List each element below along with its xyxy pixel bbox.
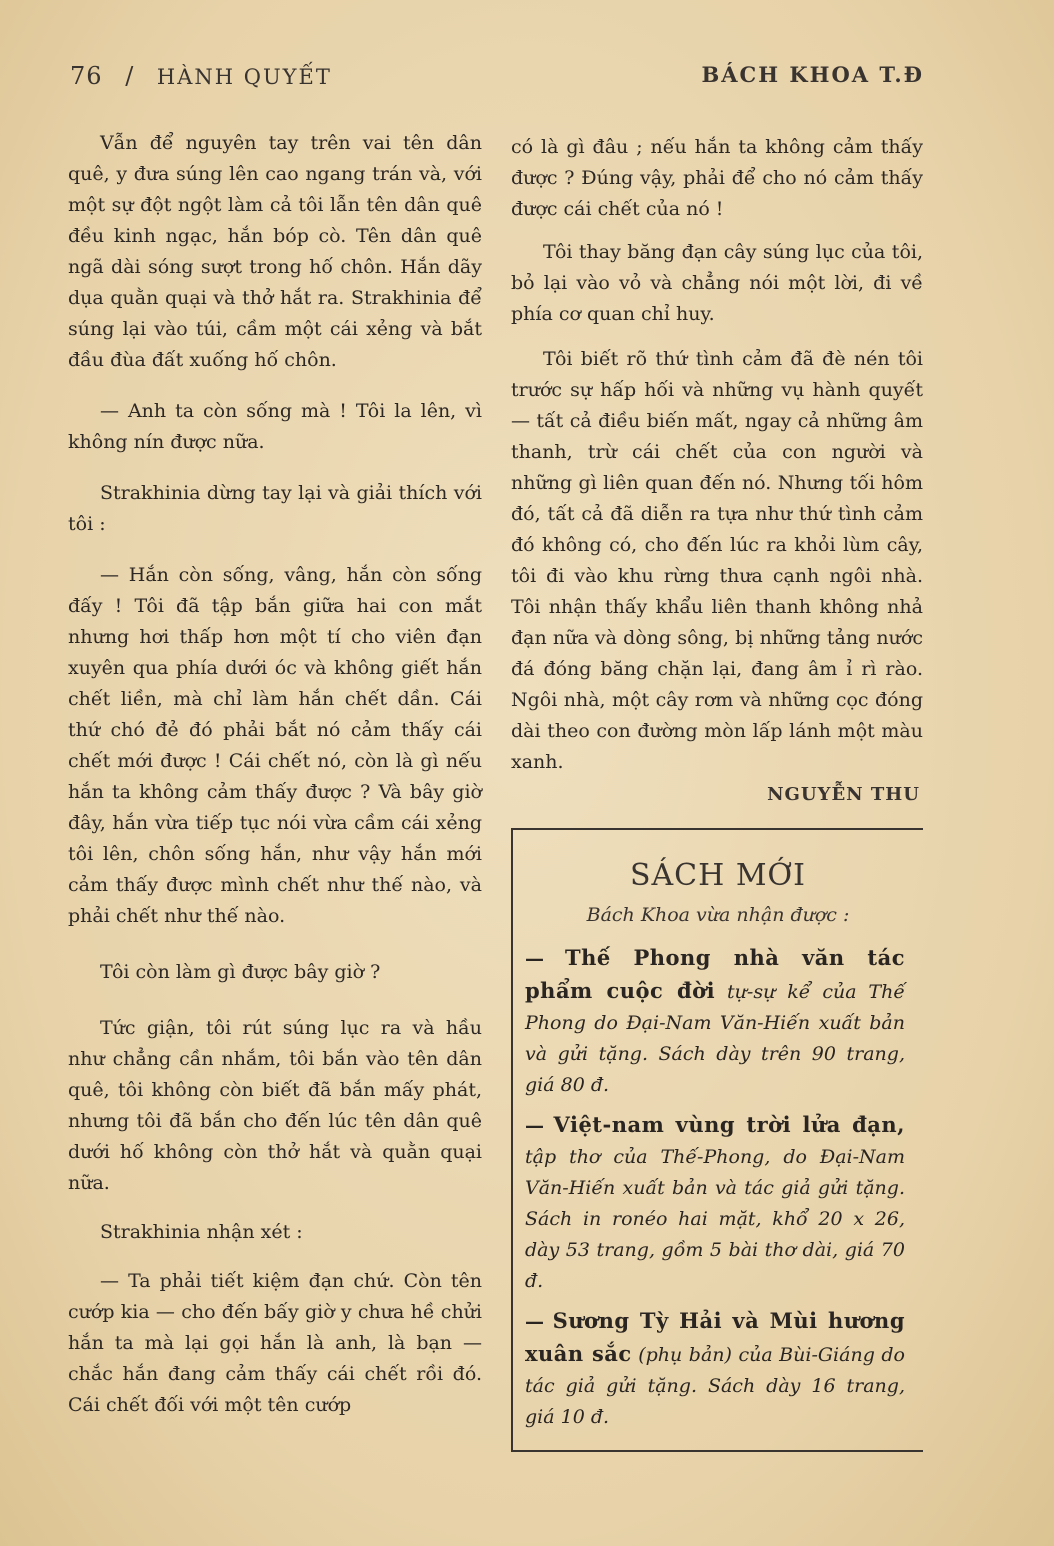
book-entry [525,1109,905,1297]
left-column [68,128,482,1421]
book-description: (phụ bản) của Bùi-Giáng do tác giả gửi tặng. Sách dày 16 trang, giá 10 đ. [525,1344,905,1428]
book-entry [525,1305,905,1433]
entry-dash: — [525,1115,544,1137]
paragraph: Strakhinia nhận xét : [100,1221,303,1243]
page-number: 76 [70,62,103,90]
paragraph: Tức giận, tôi rút súng lục ra và hầu như chẳng cần nhắm, tôi bắn vào tên dân quê, tôi không còn biết đã bắn mấy phát, nhưng tôi đã bắn cho đến lúc tên dân quê dưới hố không còn thở hắt và quằn quại nữa. [68,1017,482,1194]
right-column [511,132,923,788]
book-title: Sương Tỳ Hải và Mùi hương xuân sắc [525,1308,905,1366]
article-title: HÀNH QUYẾT [156,65,332,89]
new-books-list [525,942,905,1441]
paragraph: Tôi biết rõ thứ tình cảm đã đè nén tôi trước sự hấp hối và những vụ hành quyết — tất cả điều biến mất, ngay cả những âm thanh, trừ cái chết của con người và những gì liên quan đến nó. Nhưng tối hôm đó, tất cả đã diễn ra tựa như thứ tình cảm đó không có, cho đến lúc ra khỏi lùm cây, tôi đi vào khu rừng thưa cạnh ngôi nhà. Tôi nhận thấy khẩu liên thanh không nhả đạn nữa và dòng sông, bị những tảng nước đá đóng băng chặn lại, đang âm ỉ rì rào. Ngôi nhà, một cây rơm và những cọc đóng dài theo con đường mòn lấp lánh một màu xanh. [511,348,923,773]
new-books-title: SÁCH MỚI [629,858,807,893]
paragraph: Vẫn để nguyên tay trên vai tên dân quê, y đưa súng lên cao ngang trán và, với một sự đột ngột làm cả tôi lẫn tên dân quê đều kinh ngạc, hắn bóp cò. Tên dân quê ngã dài sóng sượt trong hố chôn. Hắn dãy dụa quằn quại và thở hắt ra. Strakhinia để súng lại vào túi, cầm một cái xẻng và bắt đầu đùa đất xuống hố chôn. [68,132,482,371]
book-description: tự-sự kể của Thế Phong do Đại-Nam Văn-Hiến xuất bản và gửi tặng. Sách dày trên 90 trang, giá 80 đ. [525,981,906,1096]
book-title: Thế Phong nhà văn tác phẩm cuộc đời [525,945,905,1003]
paragraph: Tôi còn làm gì được bây giờ ? [100,961,381,983]
book-title: Việt-nam vùng trời lửa đạn, [553,1112,905,1137]
paragraph: — Hắn còn sống, vâng, hắn còn sống đấy ! Tôi đã tập bắn giữa hai con mắt nhưng hơi thấp hơn một tí cho viên đạn xuyên qua phía dưới óc và không giết hắn chết liền, mà chỉ làm hắn chết dần. Cái thứ chó đẻ đó phải bắt nó cảm thấy cái chết mới được ! Cái chết nó, còn là gì nếu hắn ta không cảm thấy được ? Và bây giờ đây, hắn vừa tiếp tục nói vừa cầm cái xẻng tôi lên, chôn sống hắn, như vậy hắn mới cảm thấy được mình chết như thế nào, và phải chết như thế nào. [68,564,482,927]
author-signature: NGUYỄN THU [767,784,920,805]
entry-dash: — [525,1311,544,1333]
paragraph: có là gì đâu ; nếu hắn ta không cảm thấy được ? Đúng vậy, phải để cho nó cảm thấy được cái chết của nó ! [511,136,923,220]
paragraph: — Anh ta còn sống mà ! Tôi la lên, vì không nín được nữa. [68,400,482,453]
book-entry [525,942,905,1101]
entry-dash: — [525,948,544,970]
paragraph: Tôi thay băng đạn cây súng lục của tôi, bỏ lại vào vỏ và chẳng nói một lời, đi về phía cơ quan chỉ huy. [511,241,923,325]
header-separator: / [125,62,135,90]
running-head-left [70,62,332,90]
magazine-title: BÁCH KHOA T.Đ [701,62,924,87]
paragraph: — Ta phải tiết kiệm đạn chứ. Còn tên cướp kia — cho đến bấy giờ y chưa hề chửi hắn ta mà lại gọi hắn là anh, là bạn — chắc hắn đang cảm thấy cái chết rồi đó. Cái chết đối với một tên cướp [68,1270,482,1416]
book-description: tập thơ của Thế-Phong, do Đại-Nam Văn-Hiến xuất bản và tác giả gửi tặng. Sách in ronéo hai mặt, khổ 20 x 26, dày 53 trang, gồm 5 bài thơ dài, giá 70 đ. [525,1146,905,1292]
paragraph: Strakhinia dừng tay lại và giải thích với tôi : [68,482,482,535]
new-books-subtitle: Bách Khoa vừa nhận được : [586,904,850,926]
new-books-box [511,828,923,1452]
